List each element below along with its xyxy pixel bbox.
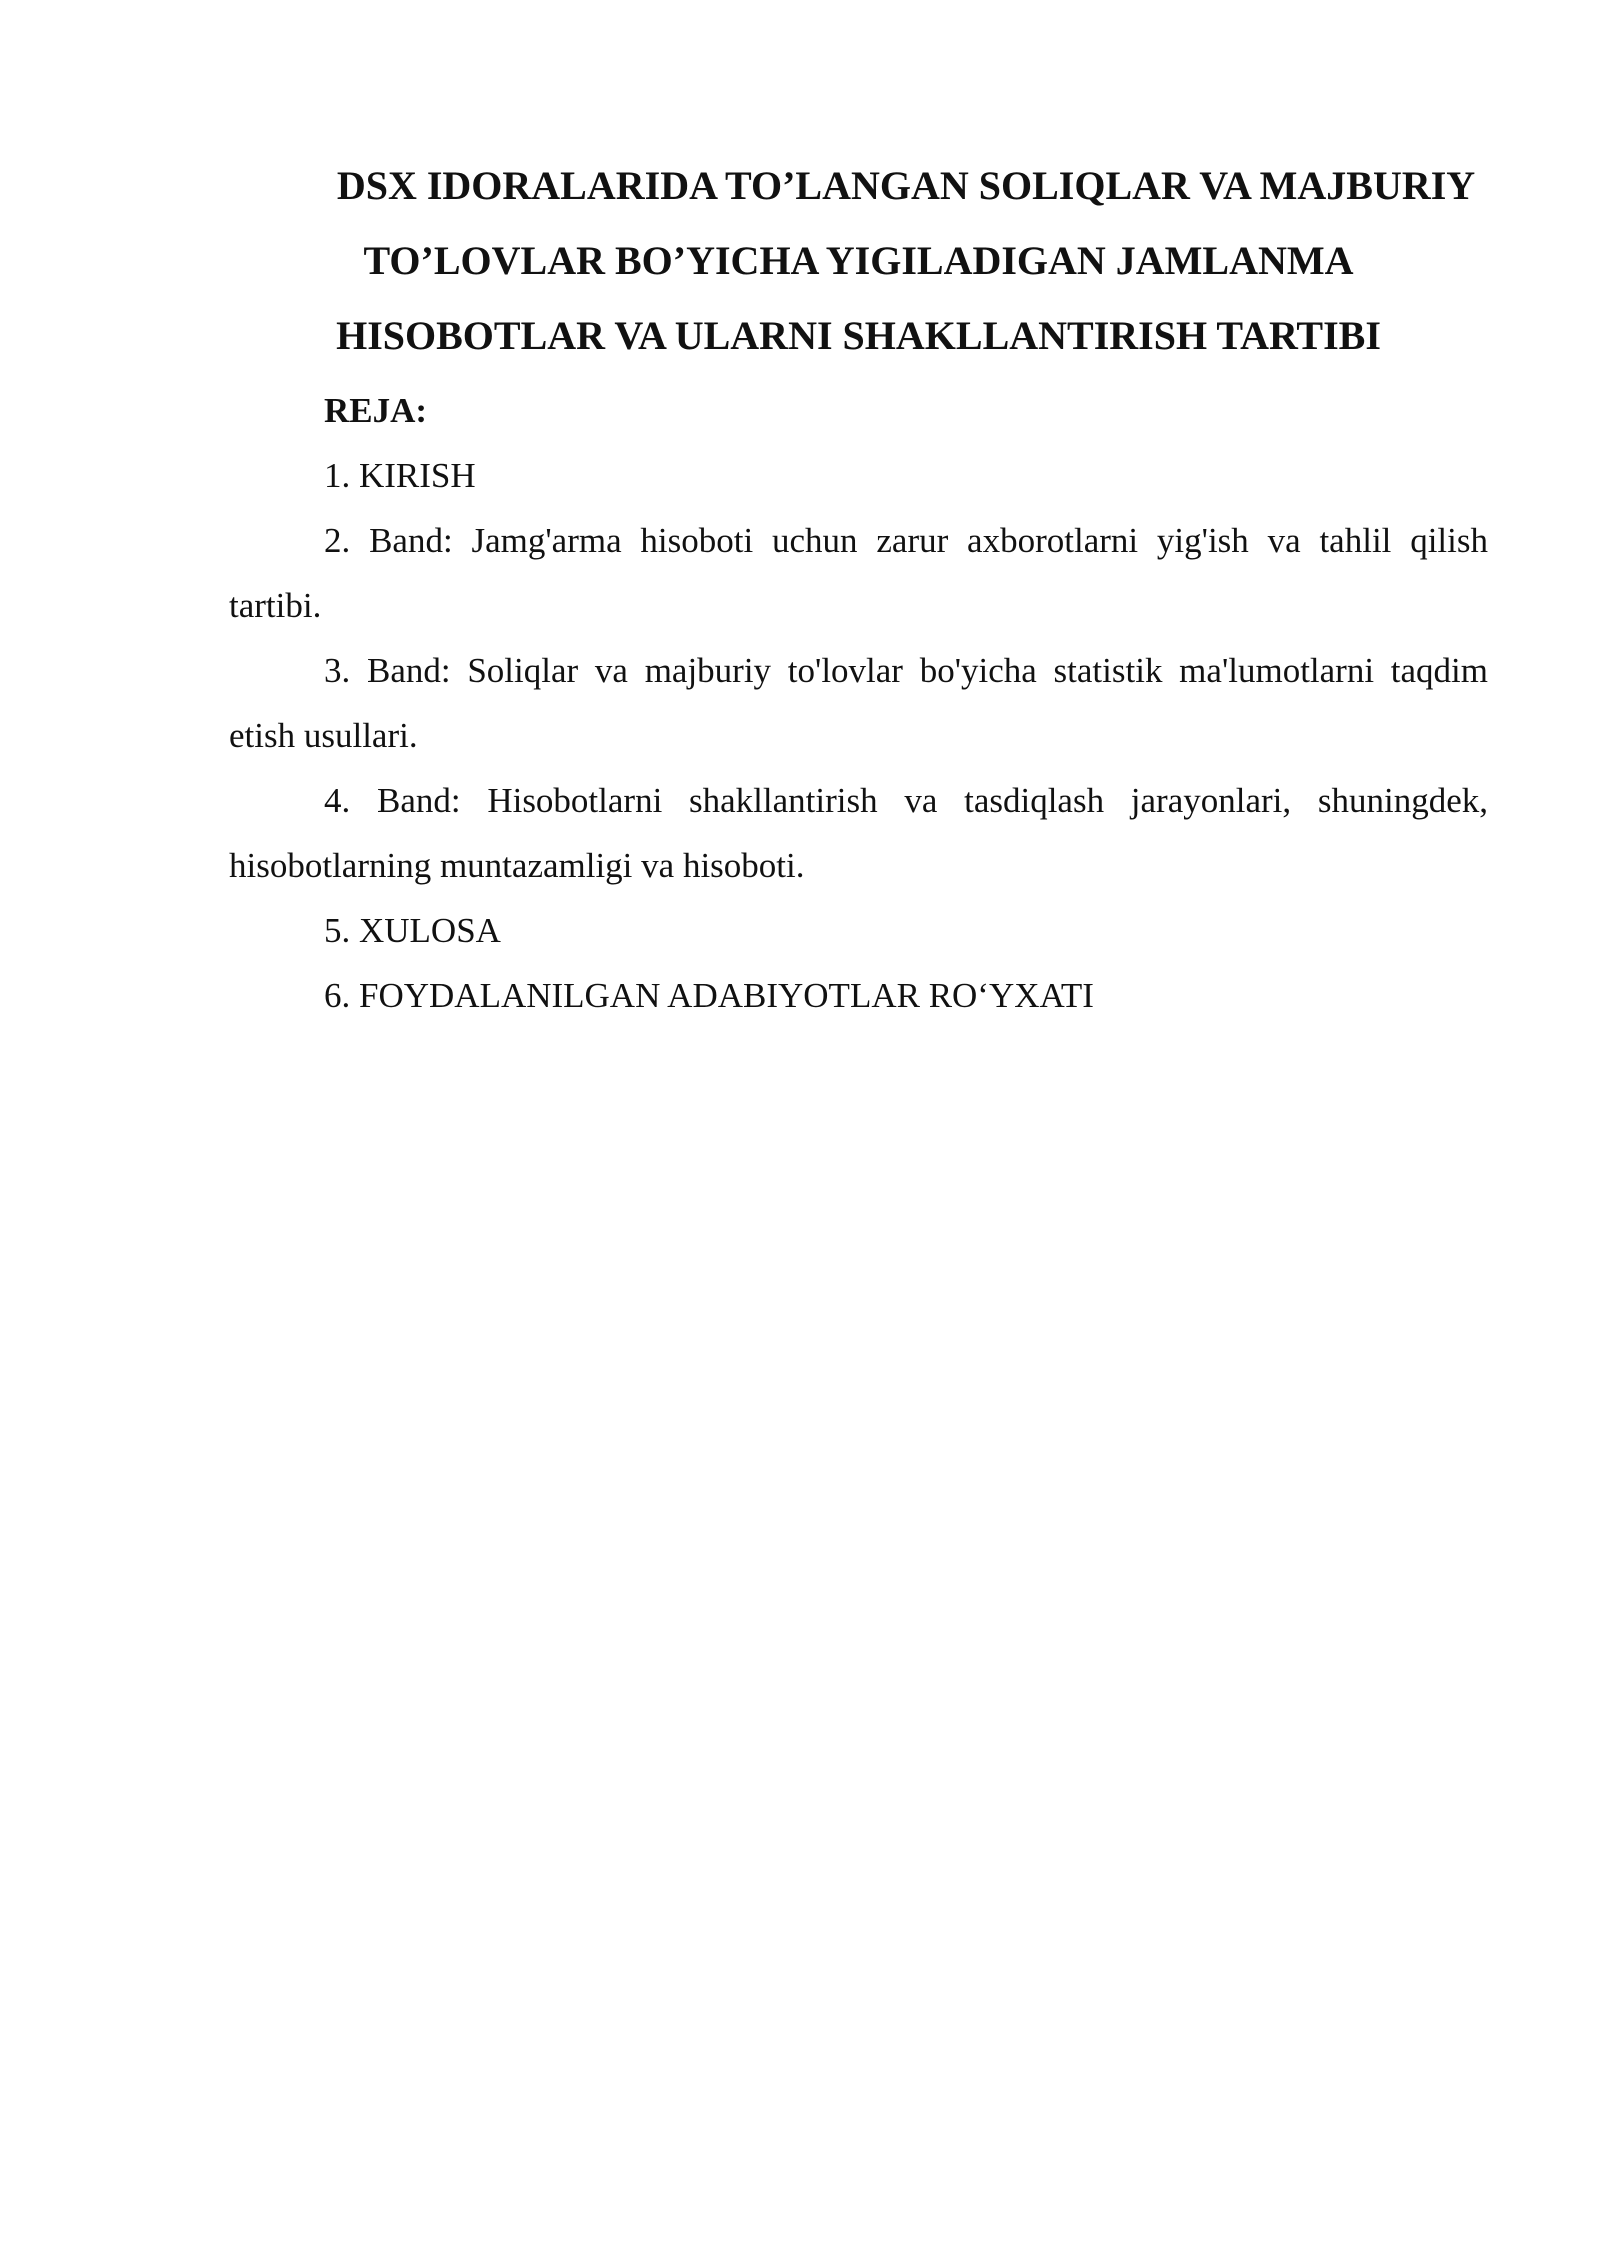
plan-item-text: XULOSA bbox=[359, 911, 501, 950]
plan-item-number: 1. bbox=[324, 456, 351, 495]
plan-item-number: 6. bbox=[324, 976, 351, 1015]
plan-item-6 bbox=[229, 963, 1488, 1028]
document-title: DSX IDORALARIDA TO’LANGAN SOLIQLAR VA MAJBURIY TO’LOVLAR BO’YICHA YIGILADIGAN JAMLANMA HISOBOTLAR VA ULARNI SHAKLLANTIRISH TARTIBI bbox=[336, 163, 1476, 358]
plan-item-4 bbox=[229, 768, 1488, 898]
plan-item-text: Band: Soliqlar va majburiy to'lovlar bo'yicha statistik ma'lumotlarni taqdim etish usullari. bbox=[229, 651, 1489, 755]
plan-item-5 bbox=[229, 898, 1488, 963]
plan-section bbox=[229, 378, 1488, 1028]
plan-item-number: 4. bbox=[324, 781, 351, 820]
plan-item-number: 5. bbox=[324, 911, 351, 950]
plan-item-text: FOYDALANILGAN ADABIYOTLAR RO‘YXATI bbox=[359, 976, 1094, 1015]
plan-item-text: Band: Jamg'arma hisoboti uchun zarur axborotlarni yig'ish va tahlil qilish tartibi. bbox=[229, 521, 1488, 625]
plan-item-number: 3. bbox=[324, 651, 351, 690]
page-content bbox=[229, 148, 1488, 1028]
plan-item-1 bbox=[229, 443, 1488, 508]
plan-item-2 bbox=[229, 508, 1488, 638]
plan-heading: REJA: bbox=[324, 391, 428, 430]
plan-item-3 bbox=[229, 638, 1488, 768]
plan-item-number: 2. bbox=[324, 521, 351, 560]
plan-item-text: KIRISH bbox=[359, 456, 476, 495]
plan-item-text: Band: Hisobotlarni shakllantirish va tasdiqlash jarayonlari, shuningdek, hisobotlarning muntazamligi va hisoboti. bbox=[229, 781, 1488, 885]
